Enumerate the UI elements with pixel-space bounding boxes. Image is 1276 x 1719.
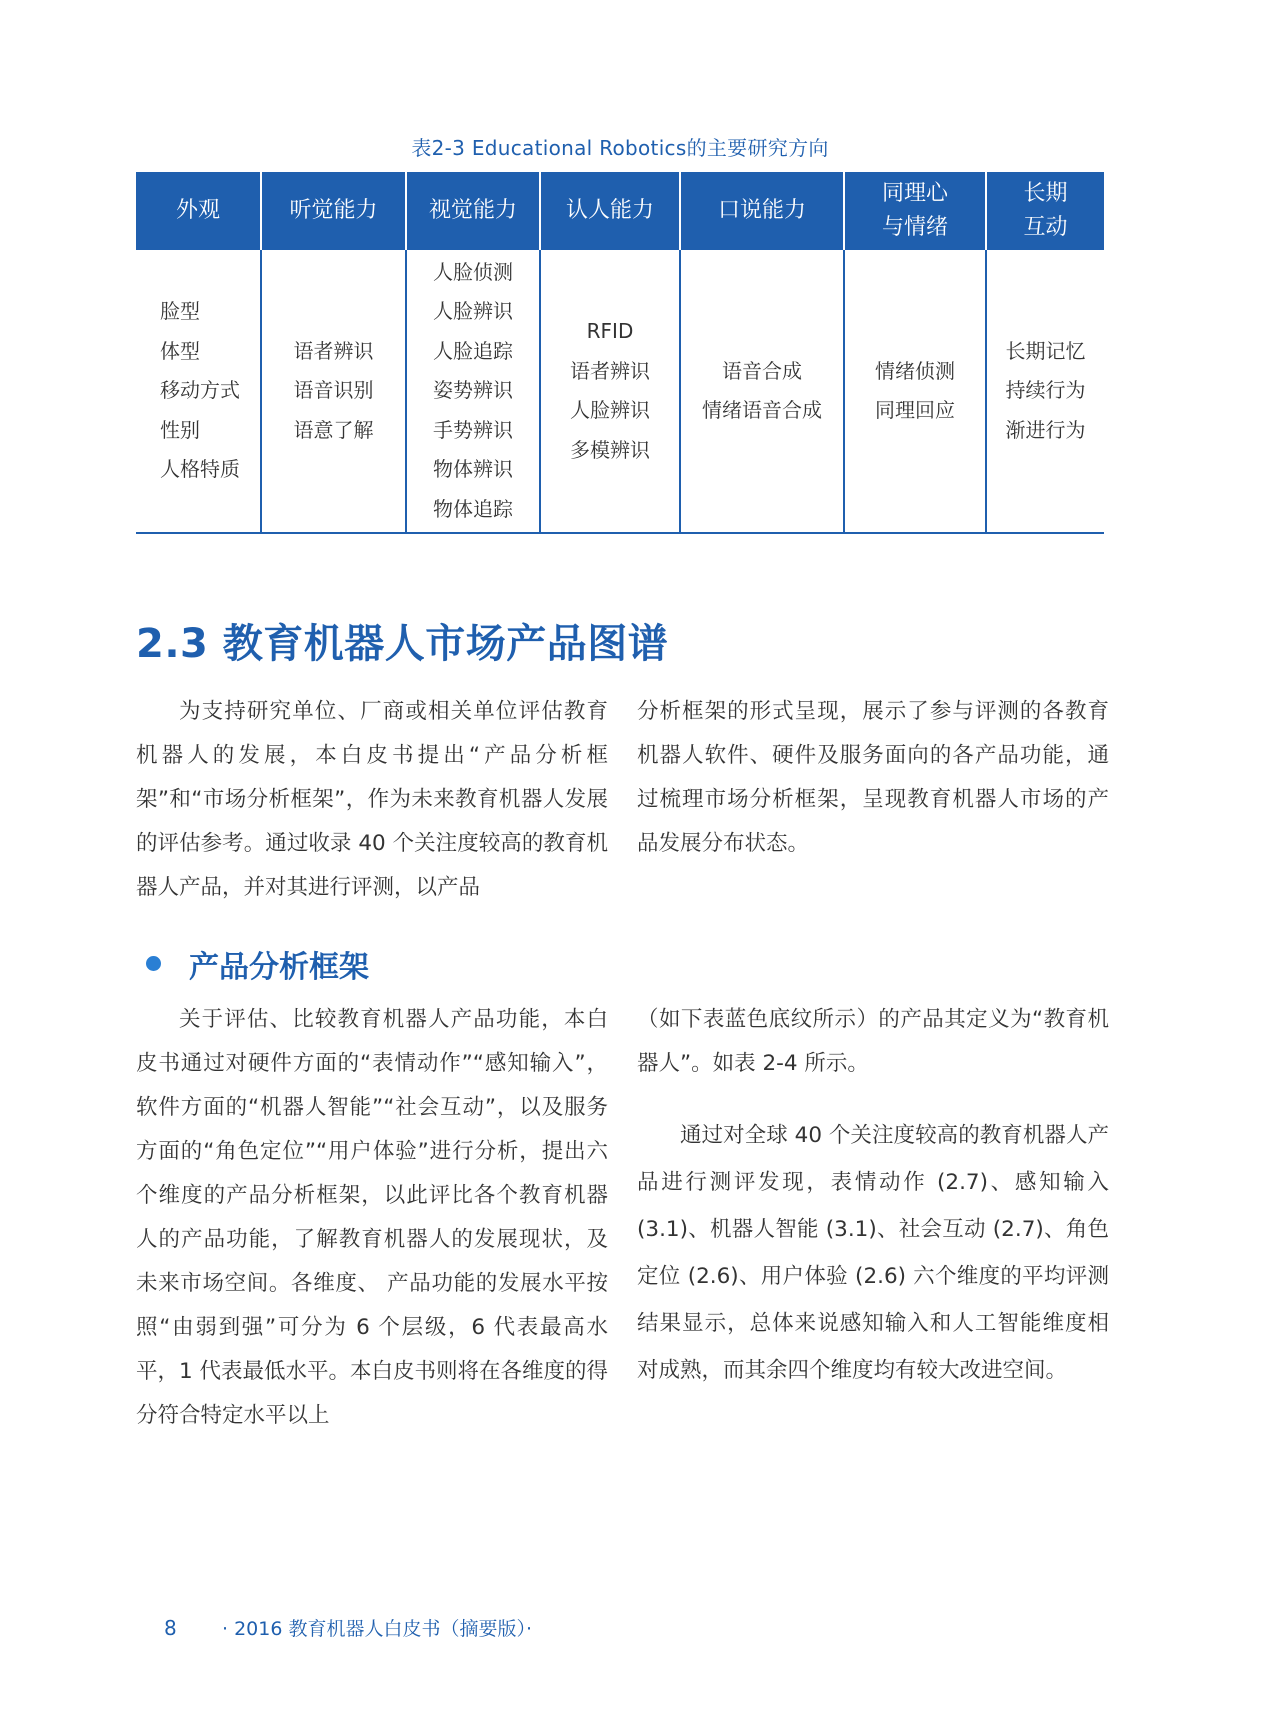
cell-recognition: RFID 语者辨识 人脸辨识 多模辨识	[540, 250, 680, 533]
subsection-title: 产品分析框架	[189, 950, 369, 985]
cell-vision: 人脸侦测 人脸辨识 人脸追踪 姿势辨识 手势辨识 物体辨识 物体追踪	[406, 250, 540, 533]
header-empathy: 同理心 与情绪	[844, 172, 986, 250]
header-appearance: 外观	[136, 172, 261, 250]
footer-title: · 2016 教育机器人白皮书（摘要版）·	[222, 1618, 533, 1640]
cell-speaking: 语音合成 情绪语音合成	[680, 250, 844, 533]
header-hearing: 听觉能力	[261, 172, 406, 250]
table-caption: 表2-3 Educational Robotics的主要研究方向	[411, 136, 829, 160]
table-header-row	[136, 172, 1104, 250]
header-vision: 视觉能力	[406, 172, 540, 250]
cell-empathy: 情绪侦测 同理回应	[844, 250, 986, 533]
subsection-paragraph-right: 通过对全球 40 个关注度较高的教育机器人产品进行测评发现，表情动作 (2.7)、感知输入 (3.1)、机器人智能 (3.1)、社会互动 (2.7)、角色定位 (2.6)、用户体验 (2.6) 六个维度的平均评测结果显示，总体来说感知输入和人工智能维度相对成熟，而其余四个维度均有较大改进空间。	[637, 1123, 1109, 1383]
bullet-icon	[146, 956, 161, 971]
research-directions-table	[136, 172, 1104, 534]
subsection-paragraph-left: 关于评估、比较教育机器人产品功能，本白皮书通过对硬件方面的“表情动作”“感知输入”，软件方面的“机器人智能”“社会互动”，以及服务方面的“角色定位”“用户体验”进行分析，提出六个维度的产品分析框架，以此评比各个教育机器人的产品功能，了解教育机器人的发展现状，及未来市场空间。各维度、 产品功能的发展水平按照“由弱到强”可分为 6 个层级，6 代表最高水平，1 代表最低水平。本白皮书则将在各维度的得分符合特定水平以上	[136, 1007, 609, 1428]
section-paragraph-right: 分析框架的形式呈现，展示了参与评测的各教育机器人软件、硬件及服务面向的各产品功能，通过梳理市场分析框架，呈现教育机器人市场的产品发展分布状态。	[637, 699, 1109, 856]
table-row	[136, 250, 1104, 533]
cell-long-term: 长期记忆 持续行为 渐进行为	[986, 250, 1104, 533]
subsection-paragraph-right-continued: （如下表蓝色底纹所示）的产品其定义为“教育机器人”。如表 2-4 所示。	[637, 1007, 1109, 1076]
section-title: 2.3 教育机器人市场产品图谱	[136, 621, 669, 667]
header-recognition: 认人能力	[540, 172, 680, 250]
page-number: 8	[164, 1616, 177, 1640]
header-long-term: 长期 互动	[986, 172, 1104, 250]
cell-appearance: 脸型 体型 移动方式 性别 人格特质	[136, 250, 261, 533]
cell-hearing: 语者辨识 语音识别 语意了解	[261, 250, 406, 533]
section-paragraph-left: 为支持研究单位、厂商或相关单位评估教育机器人的发展，本白皮书提出“产品分析框架”和“市场分析框架”，作为未来教育机器人发展的评估参考。通过收录 40 个关注度较高的教育机器人产品，并对其进行评测，以产品	[136, 699, 608, 900]
header-speaking: 口说能力	[680, 172, 844, 250]
